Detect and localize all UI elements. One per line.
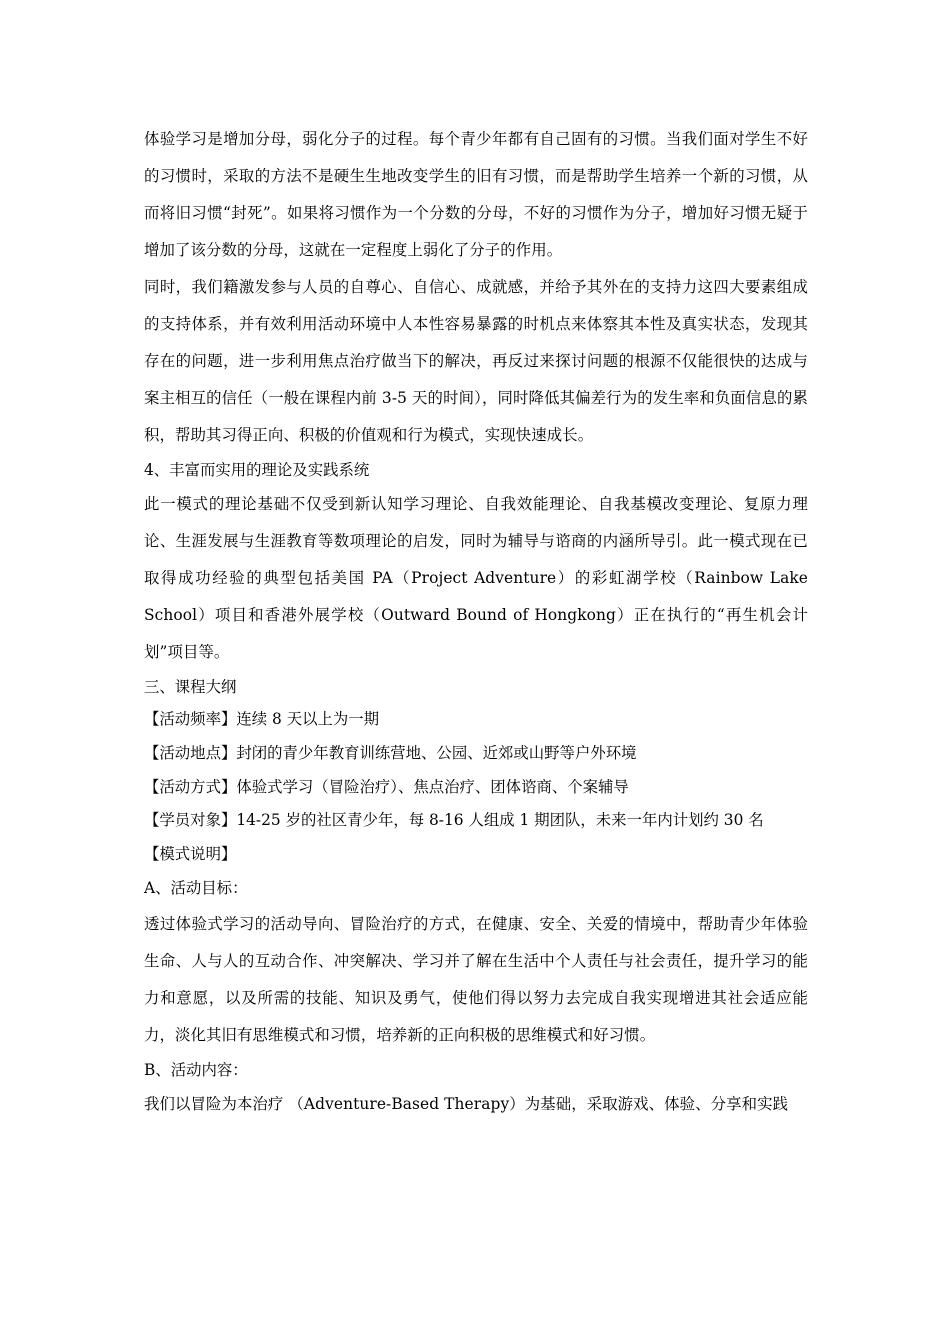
paragraph-content: 我们以冒险为本治疗 （Adventure-Based Therapy）为基础，采取游戏、体验、分享和实践: [144, 1094, 789, 1113]
document-body: [144, 121, 808, 1123]
heading-theory-system: 4、丰富而实用的理论及实践系统: [144, 461, 370, 479]
item-mode-description: 【模式说明】: [144, 845, 237, 864]
item-participants: 【学员对象】14-25 岁的社区青少年，每 8-16 人组成 1 期团队，未来一年内计划约 30 名: [144, 811, 764, 830]
paragraph-habit: 体验学习是增加分母，弱化分子的过程。每个青少年都有自己固有的习惯。当我们面对学生不好的习惯时，采取的方法不是硬生生地改变学生的旧有习惯，而是帮助学生培养一个新的习惯，从而将旧习惯“封死”。如果将习惯作为一个分数的分母，不好的习惯作为分子，增加好习惯无疑于增加了该分数的分母，这就在一定程度上弱化了分子的作用。: [144, 130, 808, 259]
heading-activity-goals: A、活动目标：: [144, 878, 248, 897]
heading-course-outline: 三、课程大纲: [144, 678, 237, 696]
item-activity-location: 【活动地点】封闭的青少年教育训练营地、公园、近郊或山野等户外环境: [144, 743, 637, 762]
heading-activity-content: B、活动内容：: [144, 1060, 248, 1079]
paragraph-theory: 此一模式的理论基础不仅受到新认知学习理论、自我效能理论、自我基模改变理论、复原力理论、生涯发展与生涯教育等数项理论的启发，同时为辅导与谘商的内涵所导引。此一模式现在已取得成功经验的典型包括美国 PA（Project Adventure）的彩虹湖学校（Rainbow Lake School）项目和香港外展学校（Outward Bound of Hongkong）正在执行的“再生机会计划”项目等。: [144, 495, 808, 661]
paragraph-goals: 透过体验式学习的活动导向、冒险治疗的方式，在健康、安全、关爱的情境中，帮助青少年体验生命、人与人的互动合作、冲突解决、学习并了解在生活中个人责任与社会责任，提升学习的能力和意愿，以及所需的技能、知识及勇气，使他们得以努力去完成自我实现增进其社会适应能力，淡化其旧有思维模式和习惯，培养新的正向积极的思维模式和好习惯。: [144, 914, 808, 1044]
paragraph-support-system: 同时，我们籍激发参与人员的自尊心、自信心、成就感，并给予其外在的支持力这四大要素组成的支持体系，并有效利用活动环境中人本性容易暴露的时机点来体察其本性及真实状态，发现其存在的问题，进一步利用焦点治疗做当下的解决，再反过来探讨问题的根源不仅能很快的达成与案主相互的信任（一般在课程内前 3-5 天的时间），同时降低其偏差行为的发生率和负面信息的累积，帮助其习得正向、积极的价值观和行为模式，实现快速成长。: [144, 278, 808, 444]
item-activity-frequency: 【活动频率】连续 8 天以上为一期: [144, 710, 380, 728]
item-activity-method: 【活动方式】体验式学习（冒险治疗）、焦点治疗、团体谘商、个案辅导: [144, 777, 629, 796]
